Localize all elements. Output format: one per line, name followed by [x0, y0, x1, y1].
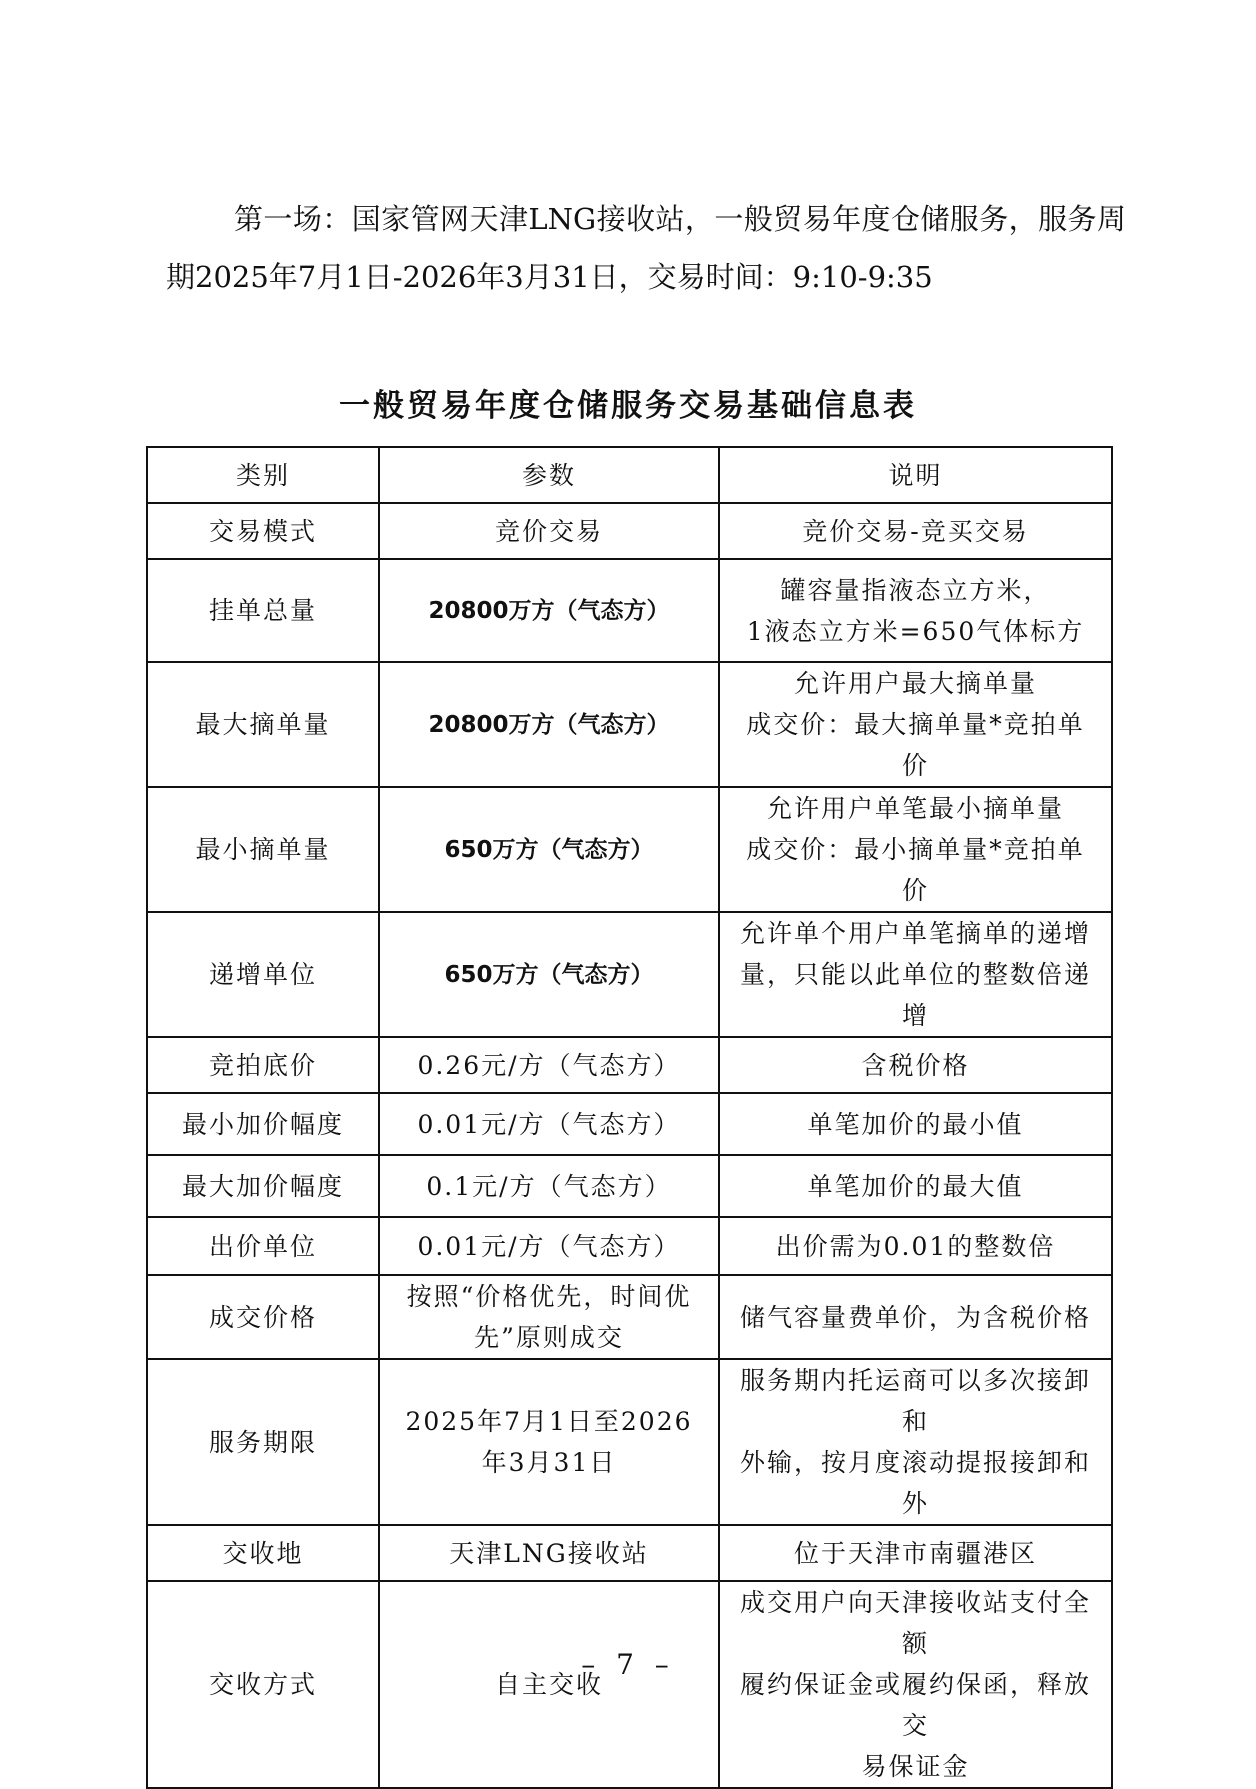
row-note — [719, 503, 1112, 559]
table-row — [147, 1217, 1112, 1275]
row-category: 最大加价幅度 — [147, 1155, 379, 1217]
row-note — [719, 1275, 1112, 1359]
row-param: 0.01元/方（气态方） — [379, 1093, 719, 1155]
param-value: 650万方（气态方） — [444, 962, 654, 988]
row-note — [719, 1525, 1112, 1581]
row-category: 挂单总量 — [147, 559, 379, 662]
header-category: 类别 — [147, 447, 379, 503]
row-note — [719, 787, 1112, 912]
table-row — [147, 559, 1112, 662]
note-line: 允许用户单笔最小摘单量 — [766, 794, 1064, 823]
param-value: 650万方（气态方） — [444, 837, 654, 863]
table-row — [147, 503, 1112, 559]
param-value: 20800万方（气态方） — [428, 712, 670, 738]
table-title: 一般贸易年度仓储服务交易基础信息表 — [339, 388, 917, 424]
row-param — [379, 912, 719, 1037]
row-param: 0.01元/方（气态方） — [379, 1217, 719, 1275]
note-line: 外输，按月度滚动提报接卸和外 — [739, 1448, 1091, 1518]
note-line: 允许用户最大摘单量 — [793, 669, 1037, 698]
row-param — [379, 662, 719, 787]
row-category: 竞拍底价 — [147, 1037, 379, 1093]
row-category: 出价单位 — [147, 1217, 379, 1275]
table-header-row — [147, 447, 1112, 503]
note-line: 单笔加价的最大值 — [807, 1171, 1024, 1201]
note-line: 履约保证金或履约保函，释放交 — [739, 1670, 1091, 1740]
note-line: 含税价格 — [861, 1050, 970, 1080]
header-note: 说明 — [719, 447, 1112, 503]
row-category: 最大摘单量 — [147, 662, 379, 787]
page-number: – 7 – — [581, 1648, 675, 1681]
note-line: 1液态立方米=650气体标方 — [746, 616, 1085, 646]
note-line: 储气容量费单价，为含税价格 — [739, 1302, 1091, 1332]
row-category: 递增单位 — [147, 912, 379, 1037]
row-note — [719, 1155, 1112, 1217]
row-note — [719, 662, 1112, 787]
note-line: 服务期内托运商可以多次接卸和 — [739, 1366, 1091, 1436]
row-param — [379, 787, 719, 912]
note-line: 出价需为0.01的整数倍 — [775, 1231, 1056, 1261]
row-category: 交收方式 — [147, 1581, 379, 1788]
header-param: 参数 — [379, 447, 719, 503]
table-row — [147, 912, 1112, 1037]
row-param: 0.26元/方（气态方） — [379, 1037, 719, 1093]
row-param: 按照“价格优先，时间优先”原则成交 — [379, 1275, 719, 1359]
row-category: 成交价格 — [147, 1275, 379, 1359]
intro-paragraph: 第一场：国家管网天津LNG接收站，一般贸易年度仓储服务，服务周期2025年7月1日-2026年3月31日，交易时间：9:10-9:35 — [166, 202, 1126, 294]
table-row — [147, 1359, 1112, 1525]
table-row — [147, 1581, 1112, 1788]
table-row — [147, 1275, 1112, 1359]
note-line: 允许单个用户单笔摘单的递增 — [739, 919, 1091, 948]
row-category: 交易模式 — [147, 503, 379, 559]
row-param: 2025年7月1日至2026年3月31日 — [379, 1359, 719, 1525]
row-note — [719, 559, 1112, 662]
row-param: 竞价交易 — [379, 503, 719, 559]
row-param: 天津LNG接收站 — [379, 1525, 719, 1581]
table-row — [147, 787, 1112, 912]
row-note — [719, 1093, 1112, 1155]
table-row — [147, 1155, 1112, 1217]
table-row — [147, 1525, 1112, 1581]
table-row — [147, 662, 1112, 787]
row-param — [379, 559, 719, 662]
row-note — [719, 1037, 1112, 1093]
row-category: 最小加价幅度 — [147, 1093, 379, 1155]
table-row — [147, 1037, 1112, 1093]
note-line: 成交价：最小摘单量*竞拍单价 — [746, 835, 1085, 905]
row-category: 最小摘单量 — [147, 787, 379, 912]
row-param: 自主交收 — [379, 1581, 719, 1788]
note-line: 成交用户向天津接收站支付全额 — [739, 1588, 1091, 1658]
row-note — [719, 1359, 1112, 1525]
note-line: 量，只能以此单位的整数倍递增 — [739, 960, 1091, 1030]
param-value: 20800万方（气态方） — [428, 598, 670, 624]
row-category: 交收地 — [147, 1525, 379, 1581]
note-line: 单笔加价的最小值 — [807, 1109, 1024, 1139]
note-line: 罐容量指液态立方米， — [780, 575, 1051, 605]
note-line: 竞价交易-竞买交易 — [802, 516, 1029, 546]
row-note — [719, 912, 1112, 1037]
row-category: 服务期限 — [147, 1359, 379, 1525]
note-line: 易保证金 — [861, 1752, 970, 1781]
note-line: 位于天津市南疆港区 — [793, 1538, 1037, 1568]
table-row — [147, 1093, 1112, 1155]
row-note — [719, 1581, 1112, 1788]
note-line: 成交价：最大摘单量*竞拍单价 — [746, 710, 1085, 780]
row-param: 0.1元/方（气态方） — [379, 1155, 719, 1217]
row-note — [719, 1217, 1112, 1275]
info-table — [146, 446, 1113, 1789]
